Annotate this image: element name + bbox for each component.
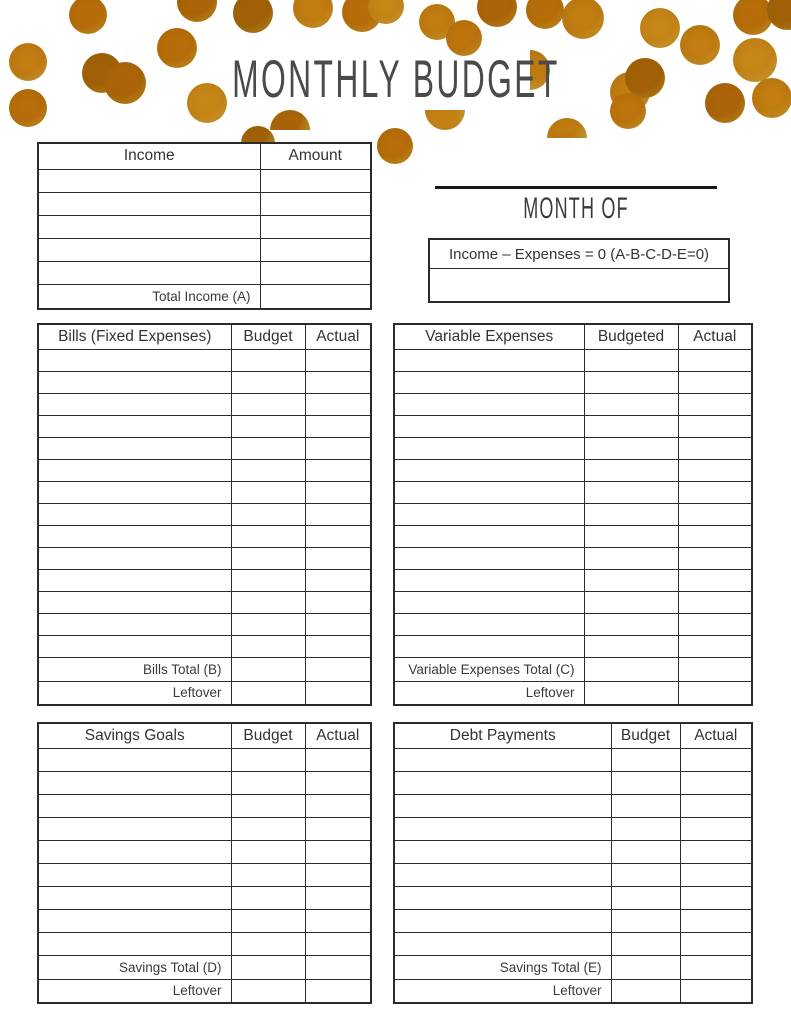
gold-confetti-dot xyxy=(69,0,107,34)
empty-row xyxy=(394,794,752,817)
empty-cell xyxy=(305,415,371,437)
bills-column-header: Bills (Fixed Expenses) xyxy=(38,324,231,349)
empty-cell xyxy=(231,503,305,525)
empty-cell xyxy=(38,215,260,238)
empty-row xyxy=(38,415,371,437)
empty-cell xyxy=(584,371,678,393)
debt-actual-column-header: Actual xyxy=(680,723,752,748)
gold-confetti-dot xyxy=(293,0,333,28)
empty-row xyxy=(394,349,752,371)
empty-cell xyxy=(611,863,680,886)
empty-cell xyxy=(305,459,371,481)
empty-cell xyxy=(678,415,752,437)
income-total-row xyxy=(38,284,371,309)
empty-cell xyxy=(305,771,371,794)
bills-leftover-row xyxy=(38,681,371,705)
empty-cell xyxy=(394,415,584,437)
variable-header-row xyxy=(394,324,752,349)
empty-cell xyxy=(305,525,371,547)
empty-row xyxy=(38,748,371,771)
empty-cell xyxy=(678,547,752,569)
empty-cell xyxy=(231,459,305,481)
gold-confetti-dot xyxy=(477,0,517,27)
empty-cell xyxy=(611,771,680,794)
empty-cell xyxy=(394,840,611,863)
empty-cell xyxy=(680,909,752,932)
empty-cell xyxy=(231,591,305,613)
empty-cell xyxy=(678,459,752,481)
income-total-label: Total Income (A) xyxy=(38,284,260,309)
empty-cell xyxy=(394,481,584,503)
empty-cell xyxy=(305,613,371,635)
empty-row xyxy=(38,459,371,481)
empty-cell xyxy=(38,459,231,481)
empty-row xyxy=(38,863,371,886)
empty-row xyxy=(38,886,371,909)
empty-cell xyxy=(38,503,231,525)
empty-cell xyxy=(305,817,371,840)
empty-cell xyxy=(394,932,611,955)
empty-cell xyxy=(394,459,584,481)
empty-cell xyxy=(38,169,260,192)
income-table xyxy=(37,142,372,310)
empty-cell xyxy=(231,481,305,503)
empty-cell xyxy=(231,817,305,840)
empty-cell xyxy=(394,863,611,886)
empty-row xyxy=(394,771,752,794)
empty-cell xyxy=(678,569,752,591)
empty-cell xyxy=(38,547,231,569)
empty-row xyxy=(38,771,371,794)
empty-cell xyxy=(680,886,752,909)
empty-cell xyxy=(38,771,231,794)
gold-confetti-dot xyxy=(767,0,791,30)
empty-cell xyxy=(305,591,371,613)
variable-leftover-budgeted-cell xyxy=(584,681,678,705)
empty-row xyxy=(38,817,371,840)
empty-cell xyxy=(231,863,305,886)
empty-cell xyxy=(305,371,371,393)
bills-total-actual-cell xyxy=(305,657,371,681)
variable-leftover-label: Leftover xyxy=(394,681,584,705)
empty-cell xyxy=(678,481,752,503)
empty-cell xyxy=(305,932,371,955)
empty-row xyxy=(394,840,752,863)
empty-cell xyxy=(260,261,371,284)
empty-row xyxy=(38,503,371,525)
empty-cell xyxy=(394,771,611,794)
empty-row xyxy=(38,215,371,238)
empty-cell xyxy=(305,635,371,657)
savings-leftover-actual-cell xyxy=(305,979,371,1003)
empty-cell xyxy=(394,437,584,459)
variable-actual-column-header: Actual xyxy=(678,324,752,349)
empty-cell xyxy=(305,393,371,415)
empty-cell xyxy=(584,459,678,481)
empty-cell xyxy=(260,215,371,238)
debt-payments-table xyxy=(393,722,753,1004)
savings-total-actual-cell xyxy=(305,955,371,979)
empty-cell xyxy=(394,748,611,771)
empty-row xyxy=(38,525,371,547)
empty-cell xyxy=(394,393,584,415)
variable-total-row xyxy=(394,657,752,681)
empty-cell xyxy=(611,748,680,771)
empty-cell xyxy=(394,349,584,371)
empty-row xyxy=(394,481,752,503)
empty-cell xyxy=(260,192,371,215)
empty-cell xyxy=(680,840,752,863)
bills-leftover-actual-cell xyxy=(305,681,371,705)
empty-cell xyxy=(38,863,231,886)
empty-cell xyxy=(584,613,678,635)
empty-row xyxy=(394,886,752,909)
empty-row xyxy=(38,192,371,215)
empty-row xyxy=(38,613,371,635)
month-divider-line xyxy=(435,186,717,189)
empty-row xyxy=(394,569,752,591)
gold-confetti-dot xyxy=(562,0,604,39)
balance-entry-cell xyxy=(430,269,728,301)
empty-row xyxy=(394,459,752,481)
empty-cell xyxy=(394,503,584,525)
empty-cell xyxy=(231,748,305,771)
empty-cell xyxy=(305,794,371,817)
empty-cell xyxy=(305,886,371,909)
month-of-label-text: MONTH OF xyxy=(523,192,629,225)
empty-row xyxy=(38,393,371,415)
empty-cell xyxy=(305,840,371,863)
empty-cell xyxy=(611,840,680,863)
empty-row xyxy=(394,415,752,437)
empty-cell xyxy=(305,569,371,591)
empty-row xyxy=(38,635,371,657)
empty-cell xyxy=(680,748,752,771)
empty-cell xyxy=(394,794,611,817)
empty-cell xyxy=(231,771,305,794)
empty-cell xyxy=(38,840,231,863)
debt-header-row xyxy=(394,723,752,748)
empty-cell xyxy=(38,525,231,547)
empty-cell xyxy=(584,349,678,371)
debt-budget-column-header: Budget xyxy=(611,723,680,748)
debt-leftover-budget-cell xyxy=(611,979,680,1003)
empty-row xyxy=(38,349,371,371)
variable-total-budgeted-cell xyxy=(584,657,678,681)
empty-cell xyxy=(611,817,680,840)
variable-leftover-row xyxy=(394,681,752,705)
empty-cell xyxy=(305,481,371,503)
empty-cell xyxy=(38,817,231,840)
empty-cell xyxy=(38,415,231,437)
empty-row xyxy=(394,525,752,547)
empty-cell xyxy=(231,613,305,635)
bills-actual-column-header: Actual xyxy=(305,324,371,349)
empty-cell xyxy=(678,613,752,635)
balance-formula-text: Income – Expenses = 0 (A-B-C-D-E=0) xyxy=(430,240,728,269)
empty-cell xyxy=(584,635,678,657)
empty-cell xyxy=(231,415,305,437)
empty-cell xyxy=(680,817,752,840)
savings-total-row xyxy=(38,955,371,979)
empty-cell xyxy=(611,932,680,955)
empty-cell xyxy=(231,525,305,547)
empty-cell xyxy=(394,886,611,909)
empty-row xyxy=(394,503,752,525)
empty-row xyxy=(38,569,371,591)
bills-header-row xyxy=(38,324,371,349)
income-column-header: Income xyxy=(38,143,260,169)
bills-leftover-budget-cell xyxy=(231,681,305,705)
empty-cell xyxy=(394,547,584,569)
gold-confetti-dot xyxy=(177,0,217,22)
variable-column-header: Variable Expenses xyxy=(394,324,584,349)
empty-cell xyxy=(231,393,305,415)
empty-cell xyxy=(231,569,305,591)
empty-cell xyxy=(38,613,231,635)
empty-cell xyxy=(38,261,260,284)
empty-cell xyxy=(38,748,231,771)
empty-cell xyxy=(38,481,231,503)
empty-cell xyxy=(678,371,752,393)
savings-budget-column-header: Budget xyxy=(231,723,305,748)
bills-total-row xyxy=(38,657,371,681)
empty-cell xyxy=(394,613,584,635)
empty-cell xyxy=(394,635,584,657)
empty-cell xyxy=(38,238,260,261)
empty-row xyxy=(38,261,371,284)
debt-total-actual-cell xyxy=(680,955,752,979)
empty-row xyxy=(394,591,752,613)
empty-cell xyxy=(394,569,584,591)
empty-row xyxy=(38,591,371,613)
savings-total-budget-cell xyxy=(231,955,305,979)
empty-row xyxy=(38,909,371,932)
empty-cell xyxy=(584,591,678,613)
savings-column-header: Savings Goals xyxy=(38,723,231,748)
empty-row xyxy=(38,840,371,863)
empty-cell xyxy=(38,437,231,459)
empty-cell xyxy=(38,886,231,909)
bills-leftover-label: Leftover xyxy=(38,681,231,705)
empty-row xyxy=(394,437,752,459)
debt-total-row xyxy=(394,955,752,979)
empty-cell xyxy=(38,371,231,393)
debt-leftover-actual-cell xyxy=(680,979,752,1003)
gold-confetti-dot xyxy=(547,118,587,138)
empty-cell xyxy=(678,393,752,415)
bills-table xyxy=(37,323,372,706)
empty-row xyxy=(394,909,752,932)
empty-cell xyxy=(38,591,231,613)
empty-cell xyxy=(678,437,752,459)
empty-row xyxy=(38,371,371,393)
empty-cell xyxy=(38,349,231,371)
empty-cell xyxy=(584,393,678,415)
empty-cell xyxy=(584,481,678,503)
savings-total-label: Savings Total (D) xyxy=(38,955,231,979)
savings-leftover-budget-cell xyxy=(231,979,305,1003)
debt-total-label: Savings Total (E) xyxy=(394,955,611,979)
income-header-row xyxy=(38,143,371,169)
debt-leftover-label: Leftover xyxy=(394,979,611,1003)
empty-cell xyxy=(231,794,305,817)
empty-row xyxy=(394,748,752,771)
empty-cell xyxy=(231,437,305,459)
empty-cell xyxy=(38,635,231,657)
empty-cell xyxy=(680,771,752,794)
savings-leftover-label: Leftover xyxy=(38,979,231,1003)
gold-confetti-dot xyxy=(640,8,680,48)
debt-total-budget-cell xyxy=(611,955,680,979)
empty-cell xyxy=(231,932,305,955)
empty-cell xyxy=(231,909,305,932)
page-title xyxy=(0,49,791,110)
empty-row xyxy=(38,437,371,459)
empty-cell xyxy=(584,569,678,591)
empty-cell xyxy=(231,349,305,371)
empty-cell xyxy=(38,192,260,215)
page-title-text: MONTHLY BUDGET xyxy=(231,50,560,109)
variable-total-actual-cell xyxy=(678,657,752,681)
empty-cell xyxy=(305,437,371,459)
empty-cell xyxy=(611,886,680,909)
empty-cell xyxy=(680,794,752,817)
empty-cell xyxy=(231,371,305,393)
variable-expenses-table xyxy=(393,323,753,706)
empty-row xyxy=(394,635,752,657)
empty-cell xyxy=(231,886,305,909)
empty-cell xyxy=(38,932,231,955)
empty-cell xyxy=(38,393,231,415)
bills-total-budget-cell xyxy=(231,657,305,681)
income-total-amount-cell xyxy=(260,284,371,309)
empty-row xyxy=(394,371,752,393)
empty-cell xyxy=(394,525,584,547)
empty-cell xyxy=(678,503,752,525)
empty-row xyxy=(38,238,371,261)
empty-cell xyxy=(231,840,305,863)
empty-cell xyxy=(680,863,752,886)
empty-cell xyxy=(394,371,584,393)
empty-cell xyxy=(394,817,611,840)
empty-cell xyxy=(38,569,231,591)
empty-cell xyxy=(584,525,678,547)
empty-cell xyxy=(38,909,231,932)
empty-cell xyxy=(38,794,231,817)
savings-actual-column-header: Actual xyxy=(305,723,371,748)
bills-budget-column-header: Budget xyxy=(231,324,305,349)
gold-confetti-dot xyxy=(270,110,310,130)
empty-cell xyxy=(305,547,371,569)
empty-cell xyxy=(231,547,305,569)
empty-row xyxy=(38,794,371,817)
empty-cell xyxy=(305,863,371,886)
debt-leftover-row xyxy=(394,979,752,1003)
debt-column-header: Debt Payments xyxy=(394,723,611,748)
empty-cell xyxy=(260,169,371,192)
amount-column-header: Amount xyxy=(260,143,371,169)
savings-leftover-row xyxy=(38,979,371,1003)
empty-cell xyxy=(678,591,752,613)
gold-confetti-dot xyxy=(233,0,273,33)
empty-cell xyxy=(305,909,371,932)
empty-row xyxy=(394,932,752,955)
empty-row xyxy=(38,481,371,503)
empty-cell xyxy=(231,635,305,657)
variable-budgeted-column-header: Budgeted xyxy=(584,324,678,349)
empty-cell xyxy=(260,238,371,261)
empty-row xyxy=(394,863,752,886)
empty-cell xyxy=(680,932,752,955)
empty-cell xyxy=(305,748,371,771)
empty-cell xyxy=(305,503,371,525)
empty-cell xyxy=(678,349,752,371)
balance-formula-box xyxy=(428,238,730,303)
empty-row xyxy=(394,613,752,635)
empty-cell xyxy=(611,794,680,817)
month-of-label xyxy=(435,192,717,226)
empty-row xyxy=(38,932,371,955)
empty-row xyxy=(38,547,371,569)
empty-row xyxy=(394,817,752,840)
empty-cell xyxy=(611,909,680,932)
gold-confetti-dot xyxy=(526,0,564,29)
empty-cell xyxy=(305,349,371,371)
empty-cell xyxy=(394,591,584,613)
empty-row xyxy=(394,393,752,415)
bills-total-label: Bills Total (B) xyxy=(38,657,231,681)
savings-header-row xyxy=(38,723,371,748)
empty-cell xyxy=(584,437,678,459)
empty-row xyxy=(394,547,752,569)
empty-cell xyxy=(584,547,678,569)
gold-confetti-dot xyxy=(377,128,413,164)
empty-cell xyxy=(584,503,678,525)
empty-cell xyxy=(678,525,752,547)
variable-total-label: Variable Expenses Total (C) xyxy=(394,657,584,681)
gold-confetti-dot xyxy=(425,110,465,130)
variable-leftover-actual-cell xyxy=(678,681,752,705)
empty-cell xyxy=(584,415,678,437)
savings-goals-table xyxy=(37,722,372,1004)
empty-cell xyxy=(394,909,611,932)
empty-cell xyxy=(678,635,752,657)
empty-row xyxy=(38,169,371,192)
